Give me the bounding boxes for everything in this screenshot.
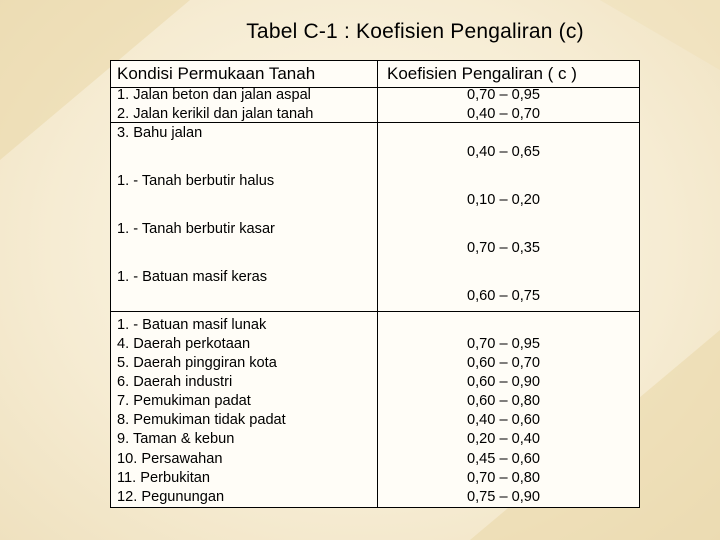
condition-cell: 1. - Batuan masif keras (117, 269, 268, 285)
condition-cell: 4. Daerah perkotaan (117, 336, 251, 352)
coefficient-cell: 0,60 – 0,90 (467, 374, 541, 390)
coefficient-cell: 0,40 – 0,65 (467, 144, 541, 160)
condition-cell: 2. Jalan kerikil dan jalan tanah (117, 106, 314, 122)
condition-cell: 1. - Tanah berbutir kasar (117, 221, 275, 237)
condition-cell: 11. Perbukitan (117, 470, 211, 486)
condition-cell: 12. Pegunungan (117, 489, 225, 505)
condition-cell: 5. Daerah pinggiran kota (117, 355, 277, 371)
header-runoff-coefficient: Koefisien Pengaliran ( c ) (387, 64, 577, 83)
condition-cell: 8. Pemukiman tidak padat (117, 412, 286, 428)
condition-cell: 1. - Tanah berbutir halus (117, 173, 275, 189)
coefficient-cell: 0,45 – 0,60 (467, 451, 541, 467)
coefficient-cell: 0,20 – 0,40 (467, 431, 541, 447)
header-surface-condition: Kondisi Permukaan Tanah (117, 64, 316, 83)
coefficient-cell: 0,75 – 0,90 (467, 489, 541, 505)
page-title: Tabel C-1 : Koefisien Pengaliran (c) (246, 20, 584, 43)
coefficient-cell: 0,70 – 0,80 (467, 470, 541, 486)
condition-cell: 7. Pemukiman padat (117, 393, 251, 409)
coefficient-cell: 0,60 – 0,70 (467, 355, 541, 371)
column-divider (377, 61, 378, 507)
condition-cell: 9. Taman & kebun (117, 431, 235, 447)
condition-cell: 3. Bahu jalan (117, 125, 203, 141)
coefficient-cell: 0,10 – 0,20 (467, 192, 541, 208)
coefficient-cell: 0,60 – 0,75 (467, 288, 541, 304)
condition-cell: 1. Jalan beton dan jalan aspal (117, 87, 311, 103)
coefficient-table (110, 60, 640, 508)
coefficient-cell: 0,70 – 0,95 (467, 336, 541, 352)
condition-cell: 1. - Batuan masif lunak (117, 317, 267, 333)
coefficient-cell: 0,70 – 0,95 (467, 87, 541, 103)
coefficient-cell: 0,60 – 0,80 (467, 393, 541, 409)
coefficient-cell: 0,40 – 0,60 (467, 412, 541, 428)
condition-cell: 10. Persawahan (117, 451, 223, 467)
condition-cell: 6. Daerah industri (117, 374, 233, 390)
coefficient-cell: 0,40 – 0,70 (467, 106, 541, 122)
coefficient-cell: 0,70 – 0,35 (467, 240, 541, 256)
row-divider-2 (111, 311, 639, 312)
